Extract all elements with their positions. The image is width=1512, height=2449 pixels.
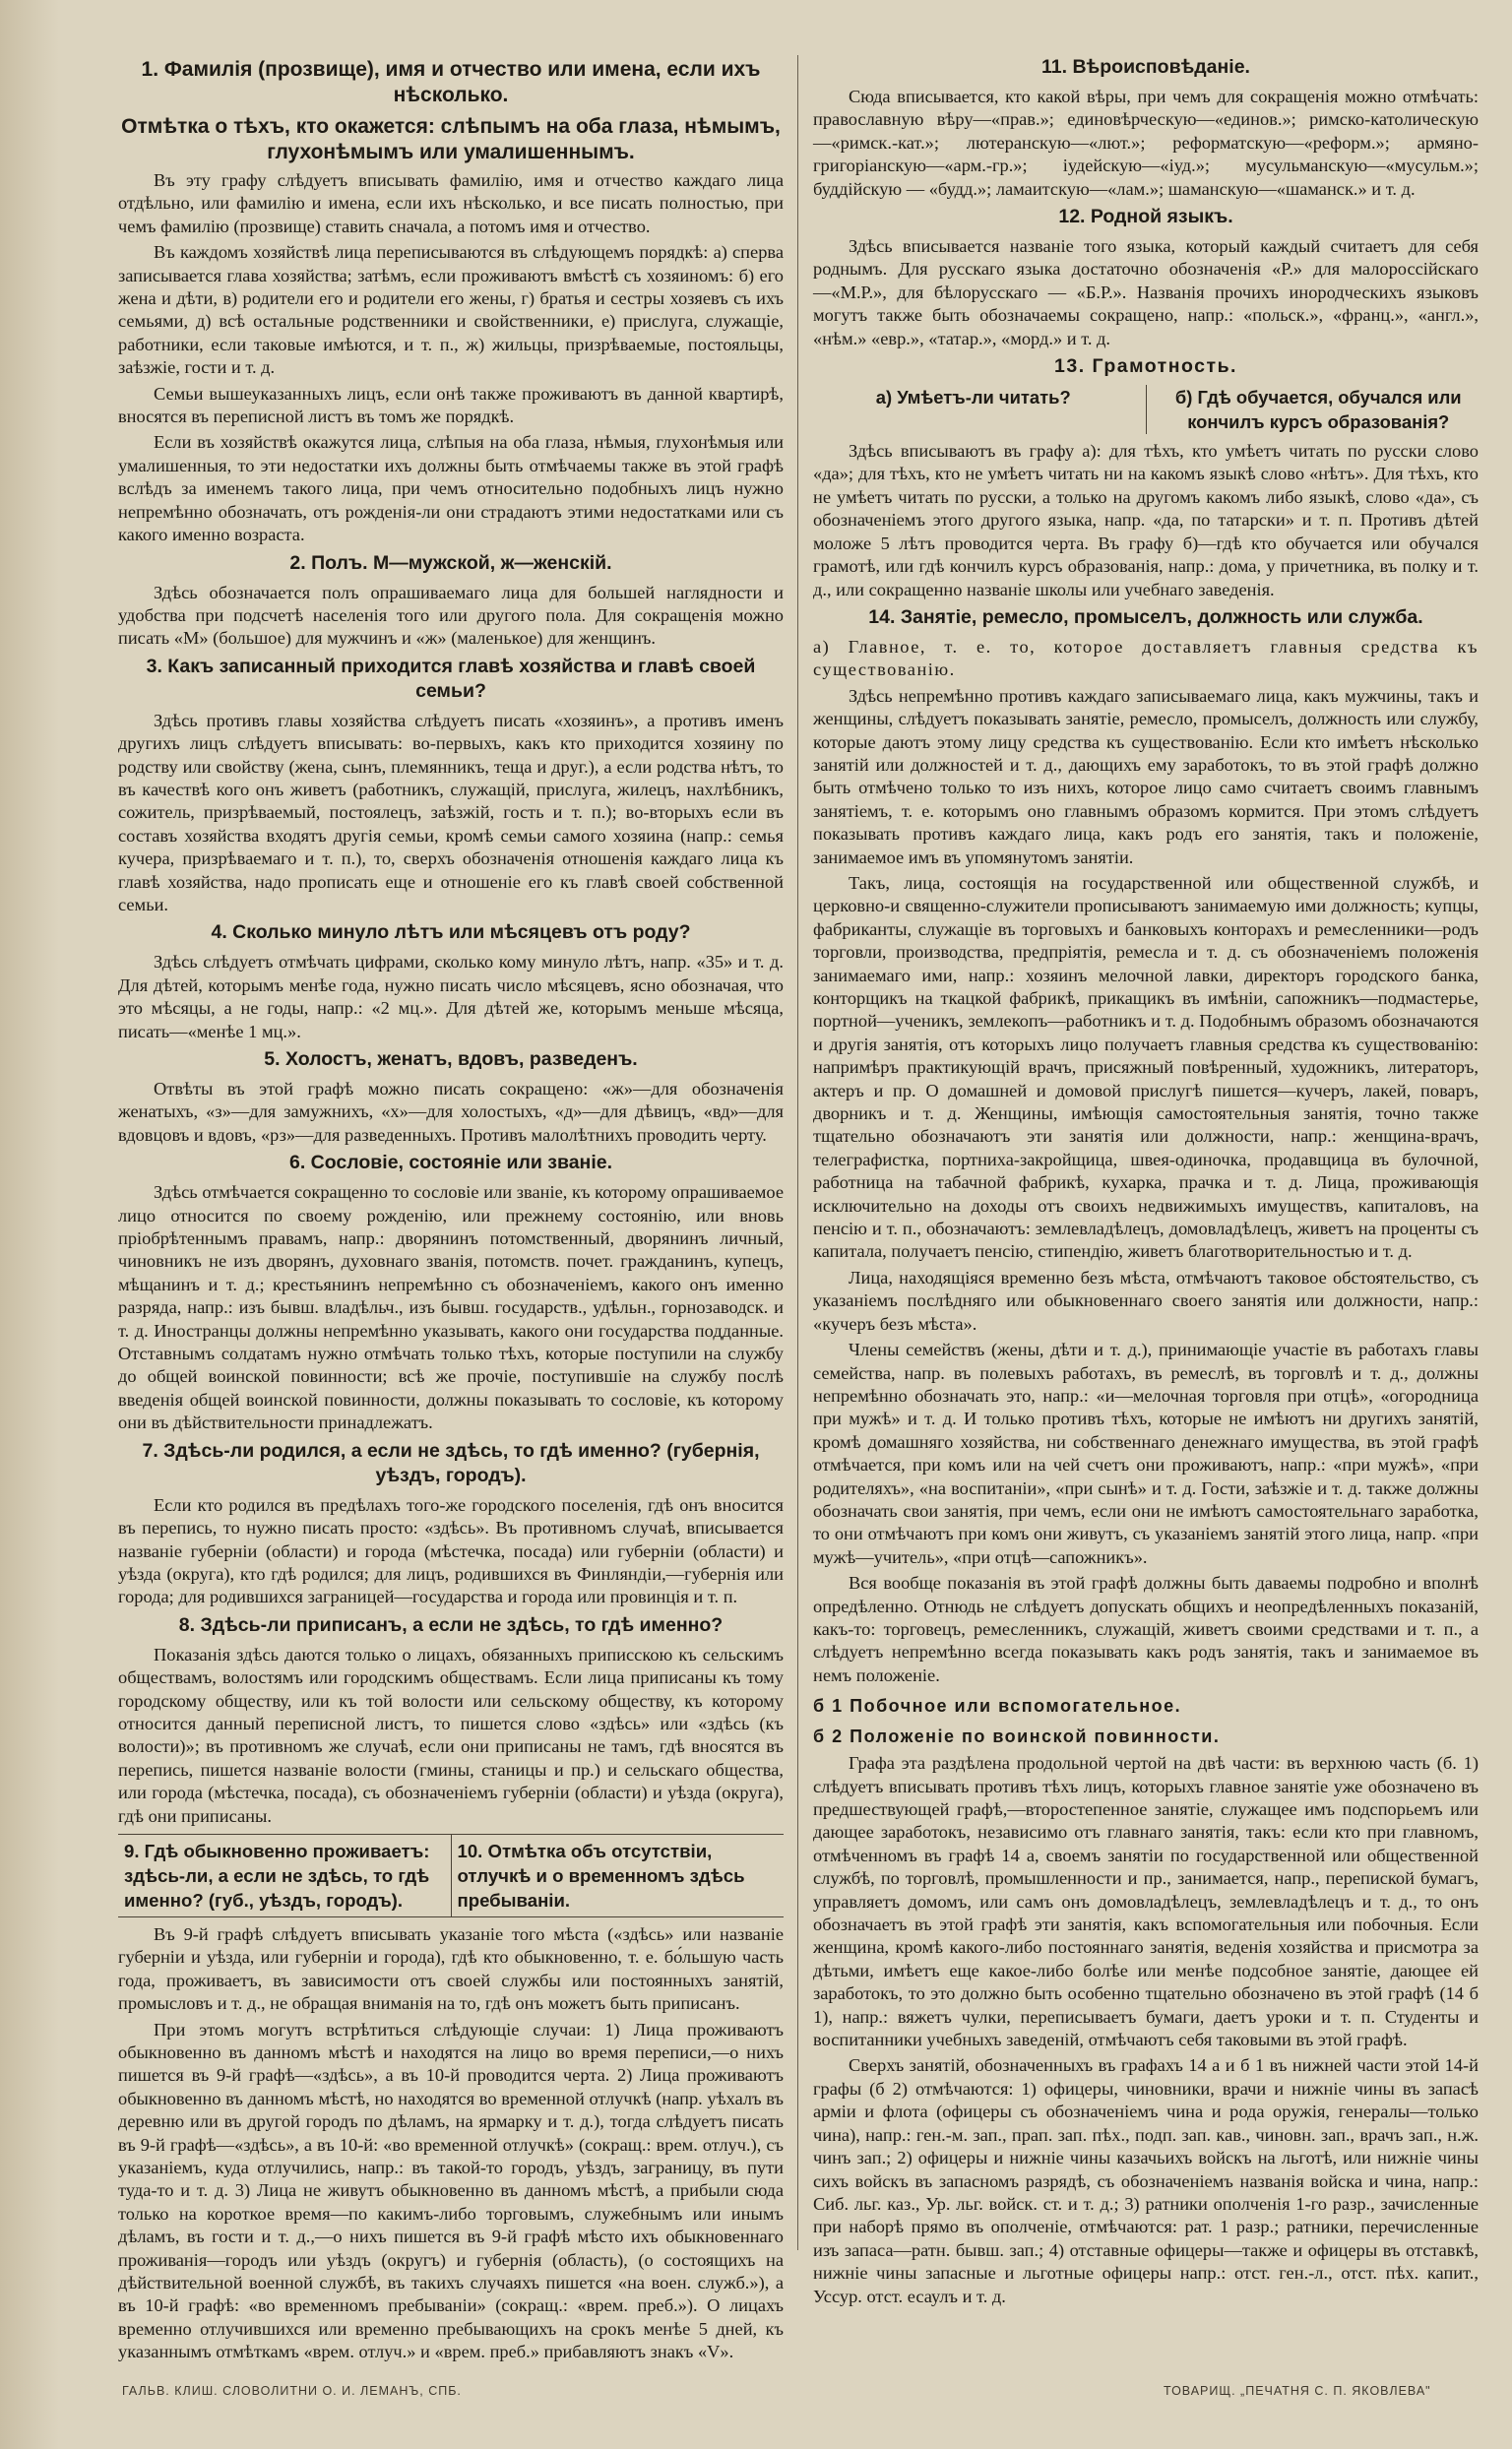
left-column bbox=[118, 51, 784, 2367]
section-13-b-cell bbox=[1146, 385, 1480, 434]
right-column bbox=[813, 51, 1479, 2311]
section-14-para-1: Здѣсь непремѣнно противъ каждаго записываемаго лица, какъ мужчины, такъ и женщины, слѣдуетъ показывать занятіе, ремесло, промыселъ, должность или службу, которые даютъ этому лицу средства къ существованію. Если кто имѣетъ нѣсколько занятій или должностей и т. д., дающихъ ему заработокъ, то въ этой графѣ должно быть отмѣчено только то изъ нихъ, которое лицо само считаетъ своимъ главнымъ занятіемъ, т. е. которымъ оно главнымъ образомъ кормится. При этомъ слѣдуетъ показывать противъ каждаго лица, какъ родъ его занятія, такъ и положеніе, занимаемое имъ въ упомянутомъ занятіи. bbox=[813, 685, 1479, 867]
section-9-para-2: При этомъ могутъ встрѣтиться слѣдующіе случаи: 1) Лица проживаютъ обыкновенно въ данномъ мѣстѣ и находятся на лицо во время переписи,—о нихъ пишется въ 9-й графѣ—«здѣсь», а въ 10-й проводится черта. 2) Лица проживаютъ обыкновенно въ данномъ мѣстѣ, но находятся во временной отлучкѣ (напр. уѣхалъ въ деревню или въ другой городъ по дѣламъ, на ярмарку и т. д.), тогда слѣдуетъ писать въ 9-й графѣ—«здѣсь», а въ 10-й: «во временной отлучкѣ» (сокращ.: врем. отлуч.), съ указаніемъ, куда отлучились, напр.: въ такой-то городъ, уѣздъ, заграницу, въ пути туда-то и т. д. 3) Лица не живутъ обыкновенно въ данномъ мѣстѣ, а прибыли сюда только на короткое время—по какимъ-либо торговымъ, служебнымъ или инымъ дѣламъ, въ гости и т. д.,—о нихъ пишется въ 9-й графѣ мѣсто ихъ обыкновеннаго проживанія—городъ или уѣздъ (округъ) и губернія (область), (о состоящихъ на дѣйствительной военной службѣ, въ такихъ случаяхъ пишется «на воен. служб.»), а въ 10-й графѣ: «во временномъ пребываніи» (сокращ.: «врем. преб.»). О лицахъ временно отлучившихся или временно пребывающихъ на срокъ менѣе 5 дней, къ указаннымъ отмѣткамъ «врем. отлуч.» и «врем. преб.» прибавляютъ знакъ «V». bbox=[118, 2019, 784, 2362]
section-14-a-subtitle: а) Главное, т. е. то, которое доставляетъ главныя средства къ существованію. bbox=[813, 636, 1479, 680]
section-13-b-title: б) Гдѣ обучается, обучался или кончилъ курсъ образованія? bbox=[1174, 387, 1462, 433]
section-10-title: 10. Отмѣтка объ отсутствіи, отлучкѣ и о временномъ здѣсь пребываніи. bbox=[457, 1840, 745, 1911]
section-7-para: Если кто родился въ предѣлахъ того-же городского поселенія, гдѣ онъ вносится въ перепись, то нужно писать просто: «здѣсь». Въ противномъ случаѣ, вписывается названіе губерніи (области) и города (мѣстечка, посада) или губерніи (области) и уѣзда (округа), кто гдѣ родился; для лицъ, родившихся въ Финляндіи,—губернія или города; для родившихся заграницей—государства и города или провинція и т. п. bbox=[118, 1494, 784, 1607]
section-12-para: Здѣсь вписывается названіе того языка, который каждый считаетъ для себя роднымъ. Для русскаго языка достаточно обозначенія «Р.» для малороссійскаго—«М.Р.», для бѣлорусскаго — «Б.Р.». Названія прочихъ инородческихъ языковъ могутъ также быть обозначаемы сокращено, напр.: «польск.», «франц.», «англ.», «нѣм.» «евр.», «татар.», «морд.» и т. д. bbox=[813, 236, 1479, 348]
section-13-a-title: а) Умѣетъ-ли читать? bbox=[875, 387, 1071, 408]
section-4-title: 4. Сколько минуло лѣтъ или мѣсяцевъ отъ роду? bbox=[211, 921, 691, 944]
section-9-para-1: Въ 9-й графѣ слѣдуетъ вписывать указаніе того мѣста («здѣсь» или названіе губерніи и уѣзда, или губерніи и города), гдѣ кто обыкновенно, т. е. бо́льшую часть года, проживаетъ, въ зависимости отъ своей службы или постоянныхъ занятій, промысловъ и т. д., не обращая вниманія на то, гдѣ онъ можетъ быть приписанъ. bbox=[118, 1923, 784, 2014]
section-1-para-3: Семьи вышеуказанныхъ лицъ, если онѣ также проживаютъ въ данной квартирѣ, вносятся въ переписной листъ въ томъ же порядкѣ. bbox=[118, 383, 784, 427]
section-2-para: Здѣсь обозначается полъ опрашиваемаго лица для большей наглядности и удобства при подсчетѣ населенія того или другого пола. Для сокращенія можно писать «М» (большое) для мужчинъ и «ж» (маленькое) для женщинъ. bbox=[118, 582, 784, 649]
section-1-para-1: Въ эту графу слѣдуетъ вписывать фамилію, имя и отчество каждаго лица отдѣльно, или фамилію и имена, если ихъ нѣсколько, и все писать полностью, при чемъ фамилію (прозвище) ставить сначала, а потомъ имя и отчество. bbox=[118, 170, 784, 236]
section-2-title: 2. Полъ. М—мужской, ж—женскій. bbox=[289, 551, 612, 574]
section-6-title: 6. Сословіе, состояніе или званіе. bbox=[288, 1152, 613, 1174]
section-1-para-2: Въ каждомъ хозяйствѣ лица переписываются въ слѣдующемъ порядкѣ: а) сперва записывается глава хозяйства; затѣмъ, если проживаютъ вмѣстѣ съ хозяиномъ: б) его жена и дѣти, в) родители его и родители его жены, г) братья и сестры хозяевъ съ ихъ семьями, д) всѣ остальные родственники и свойственники, е) прислуга, служащіе, работники, если таковые имѣются, и т. п., ж) жильцы, призрѣваемые, постояльцы, заѣзжіе, гости и т. д. bbox=[118, 242, 784, 378]
section-8-para: Показанія здѣсь даются только о лицахъ, обязанныхъ приписскою къ сельскимъ обществамъ, волостямъ или городскимъ обществамъ. Если лица приписаны къ тому городскому обществу, или къ той волости или сельскому обществу, къ которому относится данный переписной листъ, то пишется слово «здѣсь» или «здѣсь (къ волости)»; въ противномъ же случаѣ, если они приписаны не тамъ, гдѣ вносятся въ перепись, пишется названіе волости (гмины, станицы и пр.) и сельскаго общества, или города (мѣстечка, посада), съ обозначеніемъ губерніи (области) и уѣзда (округа), гдѣ они приписаны. bbox=[118, 1644, 784, 1826]
section-5-para: Отвѣты въ этой графѣ можно писать сокращено: «ж»—для обозначенія женатыхъ, «з»—для замужнихъ, «х»—для холостыхъ, «д»—для дѣвицъ, «вд»—для вдовцовъ и вдовъ, «рз»—для разведенныхъ. Противъ малолѣтнихъ проводить черту. bbox=[118, 1079, 784, 1145]
section-3-title: 3. Какъ записанный приходится главѣ хозяйства и главѣ своей семьи? bbox=[146, 655, 756, 702]
paper-edge-shade bbox=[0, 0, 59, 2449]
section-14-b2-title: б 2 Положеніе по воинской повинности. bbox=[813, 1727, 1221, 1747]
section-5-title: 5. Холостъ, женатъ, вдовъ, разведенъ. bbox=[264, 1048, 638, 1070]
printer-imprint-left: ГАЛЬВ. КЛИШ. СЛОВОЛИТНИ О. И. ЛЕМАНЪ, СПБ. bbox=[122, 2384, 462, 2398]
section-1-note-title: Отмѣтка о тѣхъ, кто окажется: слѣпымъ на оба глаза, нѣмымъ, глухонѣмымъ или умалишеннымъ. bbox=[121, 115, 781, 163]
section-14-para-3: Лица, находящіяся временно безъ мѣста, отмѣчаютъ таковое обстоятельство, съ указаніемъ послѣдняго или обыкновеннаго своего занятія или должности, напр.: «кучеръ безъ мѣста». bbox=[813, 1267, 1479, 1334]
section-7-title: 7. Здѣсь-ли родился, а если не здѣсь, то гдѣ именно? (губернія, уѣздъ, городъ). bbox=[142, 1439, 760, 1486]
section-13-title: 13. Грамотность. bbox=[1054, 355, 1237, 378]
section-1-para-4: Если въ хозяйствѣ окажутся лица, слѣпыя на оба глаза, нѣмыя, глухонѣмыя или умалишенныя, то эти недостатки ихъ должны быть отмѣчаемы также въ этой графѣ вслѣдъ за именемъ такого лица, при чемъ относительно подобныхъ лицъ нужно непремѣнно обозначать, отъ рожденія-ли они страдаютъ этими недостатками или съ какого именно возраста. bbox=[118, 432, 784, 545]
section-8-title: 8. Здѣсь-ли приписанъ, а если не здѣсь, то гдѣ именно? bbox=[178, 1613, 724, 1636]
section-9-title: 9. Гдѣ обыкновенно проживаетъ: здѣсь-ли, а если не здѣсь, то гдѣ именно? (губ., уѣздъ, городъ). bbox=[124, 1840, 430, 1911]
section-14-b1-title: б 1 Побочное или вспомогательное. bbox=[813, 1696, 1182, 1717]
section-6-para: Здѣсь отмѣчается сокращенно то сословіе или званіе, къ которому опрашиваемое лицо относится по своему рожденію, или прежнему состоянію, или вновь пріобрѣтеннымъ правамъ, напр.: дворянинъ потомственный, дворянинъ личный, чиновникъ не изъ дворянъ, духовнаго званія, потомств. почет. гражданинъ, купецъ, мѣщанинъ и т. д.; крестьянинъ непремѣнно съ обозначеніемъ, какого онъ именно разряда, напр.: изъ бывш. владѣльч., изъ бывш. государств., удѣльн., горнозаводск. и т. д. Иностранцы должны непремѣнно указывать, какого они государства подданные. Отставнымъ солдатамъ нужно отмѣчать только тѣхъ, которые поступили на службу до общей воинской повинности; всѣ же прочіе, поступившіе на службу послѣ введенія общей воинской повинности, должны показывать то сословіе, къ которому они въ дѣйствительности принадлежатъ. bbox=[118, 1182, 784, 1433]
section-11-title: 11. Вѣроисповѣданіе. bbox=[1041, 56, 1250, 78]
section-14-title: 14. Занятіе, ремесло, промыселъ, должность или служба. bbox=[868, 605, 1423, 628]
section-1-title: 1. Фамилія (прозвище), имя и отчество или имена, если ихъ нѣсколько. bbox=[141, 58, 761, 106]
section-12-title: 12. Родной языкъ. bbox=[1058, 206, 1233, 228]
section-13-subheaders bbox=[813, 385, 1479, 434]
section-10-header-cell bbox=[452, 1835, 785, 1916]
section-14-para-7: Сверхъ занятій, обозначенныхъ въ графахъ 14 а и б 1 въ нижней части этой 14-й графы (б 2) отмѣчаются: 1) офицеры, чиновники, врачи и нижніе чины въ запасѣ арміи и флота (офицеры съ обозначеніемъ чина и рода оружія, генералы—только чина), напр.: ген.-м. зап., прап. зап. пѣх., подп. зап. кав., чиновн. зап., врачъ зап., н.ж. чинъ зап.; 2) офицеры и нижніе чины казачьихъ войскъ на льготѣ, или нижніе чины сихъ войскъ въ запасномъ разрядѣ, съ обозначеніемъ названія войска и чина, напр.: Сиб. льг. каз., Ур. льг. войск. ст. и т. д.; 3) ратники ополченія 1-го разр., зачисленные при наборѣ прямо въ ополченіе, отмѣчаются: рат. 1 разр.; ратники, перечисленные изъ запаса—ратн. бывш. зап.; 4) отставные офицеры—также и офицеры въ отставкѣ, нижніе чины запасные и льготные офицеры напр.: отст. ген.-л., отст. пѣх. капит., Уссур. отст. есаулъ и т. д. bbox=[813, 2055, 1479, 2306]
section-9-header-cell bbox=[118, 1835, 452, 1916]
printer-imprint-right: ТОВАРИЩ. „ПЕЧАТНЯ С. П. ЯКОВЛЕВА" bbox=[1164, 2384, 1431, 2398]
column-divider bbox=[797, 55, 798, 2250]
section-3-para: Здѣсь противъ главы хозяйства слѣдуетъ писать «хозяинъ», а противъ именъ другихъ лицъ слѣдуетъ вписывать: во-первыхъ, какъ кто приходится хозяину по родству или свойству (жена, сынъ, племянникъ, теща и друг.), а если родства нѣтъ, то въ качествѣ кого онъ живетъ (работникъ, служащій, прислуга, жилецъ, нахлѣбникъ, сожитель, призрѣваемый, постоялецъ, заѣзжій, гость и т. п.); во-вторыхъ если въ составъ хозяйства входятъ другія семьи, кромѣ семьи самого хозяина (напр.: семья кучера, призрѣваемаго и т. п.), то, сверхъ обозначенія отношенія каждаго лица къ главѣ хозяйства, надо прописать еще и отношеніе его къ главѣ своей собственной семьи. bbox=[118, 710, 784, 914]
section-14-para-5: Вся вообще показанія въ этой графѣ должны быть даваемы подробно и вполнѣ опредѣленно. Отнюдь не слѣдуетъ допускать общихъ и неопредѣленныхъ показаній, какъ-то: торговецъ, ремесленникъ, служащій, живетъ своими средствами и т. п., а слѣдуетъ непремѣнно всегда показывать какъ родъ занятія, такъ и занимаемое въ немъ положеніе. bbox=[813, 1573, 1479, 1685]
section-14-para-4: Члены семействъ (жены, дѣти и т. д.), принимающіе участіе въ работахъ главы семейства, напр. въ полевыхъ работахъ, въ ремеслѣ, въ торговлѣ и т. д., должны непремѣнно обозначать это, напр.: «и—мелочная торговля при отцѣ», «огородница при мужѣ» и т. д. И только противъ тѣхъ, которые не имѣютъ ни другихъ занятій, кромѣ домашняго хозяйства, ни собственнаго денежнаго имущества, въ этой графѣ отмѣчается, при комъ или на чей счетъ они проживаютъ, напр.: «при мужѣ», «при родителяхъ», «на воспитаніи», «при сынѣ» и т. д. Гости, заѣзжіе и т. д. также должны обозначать свои занятія, при чемъ, если они не имѣютъ самостоятельнаго заработка, то они отмѣчаютъ при комъ они живутъ, съ указаніемъ занятій этого лица, напр. «при мужѣ—учитель», «при отцѣ—сапожникъ». bbox=[813, 1340, 1479, 1567]
section-13-a-cell bbox=[813, 385, 1146, 434]
section-14-para-2: Такъ, лица, состоящія на государственной или общественной службѣ, и церковно-и священно-служители прописываютъ занимаемую ими должность; купцы, фабриканты, служащіе въ торговыхъ и банковыхъ конторахъ и ремесленники—родъ торговли, производства, предпріятія, ремесла и т. д. съ обозначеніемъ положенія занимаемаго ими, напр.: хозяинъ мелочной лавки, директоръ городского банка, конторщикъ на ткацкой фабрикѣ, прикащикъ въ имѣніи, сапожникъ—подмастерье, портной—ученикъ, землекопъ—работникъ и т. д. Подобнымъ образомъ обозначаются и другія занятія, отъ которыхъ лицо получаетъ главныя средства къ существованію: напримѣръ практикующій врачъ, присяжный повѣренный, художникъ, литераторъ, актеръ и пр. О домашней и домовой прислугѣ пишется—кучеръ, лакей, поваръ, дворникъ и т. д. Женщины, имѣющія самостоятельныя занятія, точно также тщательно обозначаютъ эти занятія или должности, напр.: женщина-врачъ, телеграфистка, портниха-закройщица, швея-одиночка, продавщица въ булочной, работница на табачной фабрикѣ, кухарка, прачка и т. д. Лица, проживающія исключительно на доходы отъ своихъ недвижимыхъ имуществъ, капиталовъ, на пенсію и т. п., обозначаютъ: землевладѣлецъ, домовладѣлецъ, живетъ на проценты съ капитала, получаетъ пенсію, стипендію, живетъ благотворительностью и т. д. bbox=[813, 872, 1479, 1262]
section-4-para: Здѣсь слѣдуетъ отмѣчать цифрами, сколько кому минуло лѣтъ, напр. «35» и т. д. Для дѣтей, которымъ менѣе года, нужно писать число мѣсяцевъ, ясно обозначая, что это мѣсяцы, а не годы, напр.: «2 мц.». Для дѣтей же, которымъ меньше мѣсяца, писать—«менѣе 1 мц.». bbox=[118, 952, 784, 1041]
section-11-para: Сюда вписывается, кто какой вѣры, при чемъ для сокращенія можно отмѣчать: православную вѣру—«прав.»; единовѣрческую—«единов.»; римско-католическую—«римск.-кат.»; лютеранскую—«лют.»; реформатскую—«реформ.»; армяно-григоріанскую—«арм.-гр.»; іудейскую—«іуд.»; мусульманскую—«мусульм.»; буддійскую — «будд.»; ламаитскую—«лам.»; шаманскую—«шаманск.» и т. д. bbox=[813, 87, 1479, 199]
section-14-para-6: Графа эта раздѣлена продольной чертой на двѣ части: въ верхнюю часть (б. 1) слѣдуетъ вписывать противъ тѣхъ лицъ, которыхъ главное занятіе уже обозначено въ предшествующей графѣ,—второстепенное занятіе, служащее имъ подспорьемъ или дающее заработокъ, независимо отъ главнаго занятія, такъ: если кто при главномъ, отмѣченномъ въ графѣ 14 а, своемъ занятіи по государственной или общественной службѣ, по торговлѣ, промышленности и пр., занимается, напр., перепиской бумагъ, управляетъ домомъ, или самъ онъ домовладѣлецъ, землевладѣлецъ и т. д., то онъ обозначаетъ въ этой графѣ эти занятія, какъ вспомогательныя или побочныя. Если женщина, кромѣ какого-либо постояннаго занятія, веденія хозяйства и присмотра за дѣтьми, имѣетъ еще какое-либо болѣе или менѣе подсобное занятіе, дающее ей заработокъ, то это должно быть особенно тщательно обозначено въ этой графѣ (14 б 1), напр.: вяжетъ чулки, переписываетъ бумаги, даетъ уроки и т. п. Студенты и воспитанники учебныхъ заведеній, отмѣчаютъ себя таковыми въ этой графѣ. bbox=[813, 1753, 1479, 2050]
section-13-para: Здѣсь вписываютъ въ графу а): для тѣхъ, кто умѣетъ читать по русски слово «да»; для тѣхъ, кто не умѣетъ читать ни на какомъ языкѣ слово «нѣтъ». Для тѣхъ, кто не умѣетъ читать по русски, а только на другомъ какомъ либо языкѣ, слово «да», съ обозначеніемъ этого другого языка, напр. «да, по татарски» и т. п. Противъ дѣтей моложе 5 лѣтъ проводится черта. Въ графу б)—гдѣ кто обучается или обучался грамотѣ, или гдѣ кончилъ курсъ образованія, напр.: дома, у причетника, въ полку и т. д., или сокращенно названіе школы или учебнаго заведенія. bbox=[813, 441, 1479, 599]
section-9-10-header bbox=[118, 1834, 784, 1917]
